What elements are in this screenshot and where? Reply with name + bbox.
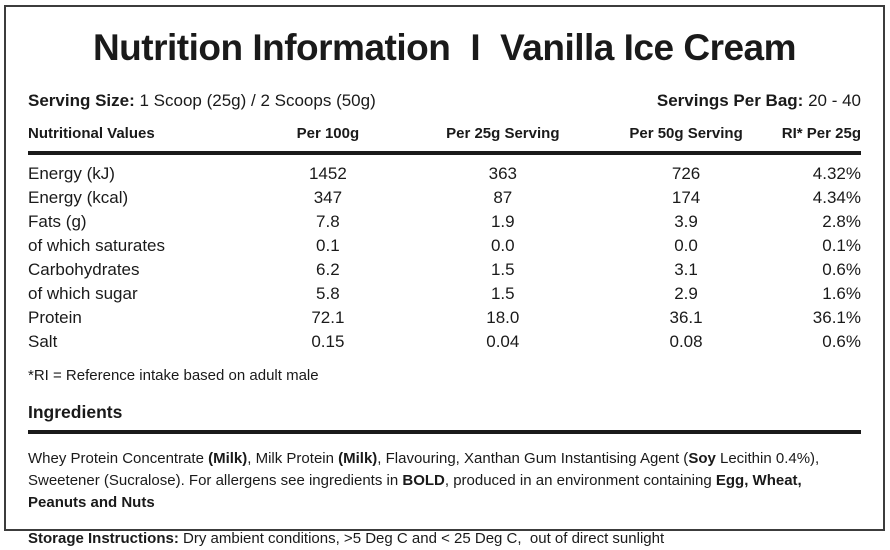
ingredients-heading: Ingredients (28, 402, 861, 422)
value-per-100g: 347 (245, 186, 412, 210)
value-per-100g: 1452 (245, 153, 412, 186)
table-row (28, 282, 861, 306)
table-header-row (28, 125, 861, 153)
servings-per-bag-label: Servings Per Bag: (657, 91, 803, 110)
serving-size-value: 1 Scoop (25g) / 2 Scoops (50g) (140, 91, 376, 110)
value-per-25g: 87 (411, 186, 594, 210)
value-per-25g: 1.9 (411, 210, 594, 234)
value-ri: 2.8% (778, 210, 861, 234)
value-per-50g: 2.9 (594, 282, 777, 306)
value-per-50g: 36.1 (594, 306, 777, 330)
row-label: Energy (kJ) (28, 153, 245, 186)
row-label: Carbohydrates (28, 258, 245, 282)
value-per-100g: 0.15 (245, 330, 412, 354)
value-per-50g: 3.1 (594, 258, 777, 282)
value-per-50g: 726 (594, 153, 777, 186)
column-header-nutritional-values: Nutritional Values (28, 125, 245, 153)
serving-row (28, 91, 861, 111)
value-per-50g: 3.9 (594, 210, 777, 234)
table-row (28, 186, 861, 210)
value-ri: 0.6% (778, 258, 861, 282)
table-row (28, 234, 861, 258)
value-per-100g: 6.2 (245, 258, 412, 282)
servings-per-bag (657, 91, 861, 111)
page-title (28, 27, 861, 69)
value-ri: 0.1% (778, 234, 861, 258)
ingredients-divider (28, 430, 861, 434)
row-label: of which sugar (28, 282, 245, 306)
value-ri: 36.1% (778, 306, 861, 330)
table-row (28, 210, 861, 234)
value-per-100g: 0.1 (245, 234, 412, 258)
table-row (28, 306, 861, 330)
table-row (28, 153, 861, 186)
nutrition-table (28, 125, 861, 354)
table-row (28, 258, 861, 282)
serving-size (28, 91, 376, 111)
serving-size-label: Serving Size: (28, 91, 135, 110)
storage-instructions: Storage Instructions: Dry ambient conditions, >5 Deg C and < 25 Deg C, out of direct sunlight (28, 528, 861, 550)
value-per-25g: 0.0 (411, 234, 594, 258)
value-per-100g: 7.8 (245, 210, 412, 234)
table-row (28, 330, 861, 354)
row-label: Salt (28, 330, 245, 354)
row-label: Energy (kcal) (28, 186, 245, 210)
value-ri: 1.6% (778, 282, 861, 306)
ri-footnote: *RI = Reference intake based on adult male (28, 367, 861, 385)
ingredients-text: Whey Protein Concentrate (Milk), Milk Protein (Milk), Flavouring, Xanthan Gum Instantising Agent (Soy Lecithin 0.4%), Sweetener (Sucralose). For allergens see ingredients in BOLD, produced in an environment containing Egg, Wheat, Peanuts and Nuts (28, 448, 861, 514)
row-label: of which saturates (28, 234, 245, 258)
value-per-50g: 0.08 (594, 330, 777, 354)
title-right: Vanilla Ice Cream (500, 27, 796, 68)
row-label: Protein (28, 306, 245, 330)
value-ri: 4.34% (778, 186, 861, 210)
value-per-100g: 5.8 (245, 282, 412, 306)
row-label: Fats (g) (28, 210, 245, 234)
title-left: Nutrition Information (93, 27, 450, 68)
title-separator: I (470, 27, 480, 69)
value-ri: 0.6% (778, 330, 861, 354)
value-per-100g: 72.1 (245, 306, 412, 330)
value-per-25g: 1.5 (411, 258, 594, 282)
nutrition-label (4, 5, 885, 531)
value-per-25g: 1.5 (411, 282, 594, 306)
value-per-50g: 0.0 (594, 234, 777, 258)
value-per-25g: 363 (411, 153, 594, 186)
column-header-per-25g-serving: Per 25g Serving (411, 125, 594, 153)
column-header-ri-per-25g: RI* Per 25g (778, 125, 861, 153)
column-header-per-100g: Per 100g (245, 125, 412, 153)
value-per-50g: 174 (594, 186, 777, 210)
value-per-25g: 18.0 (411, 306, 594, 330)
value-per-25g: 0.04 (411, 330, 594, 354)
value-ri: 4.32% (778, 153, 861, 186)
servings-per-bag-value: 20 - 40 (808, 91, 861, 110)
column-header-per-50g-serving: Per 50g Serving (594, 125, 777, 153)
